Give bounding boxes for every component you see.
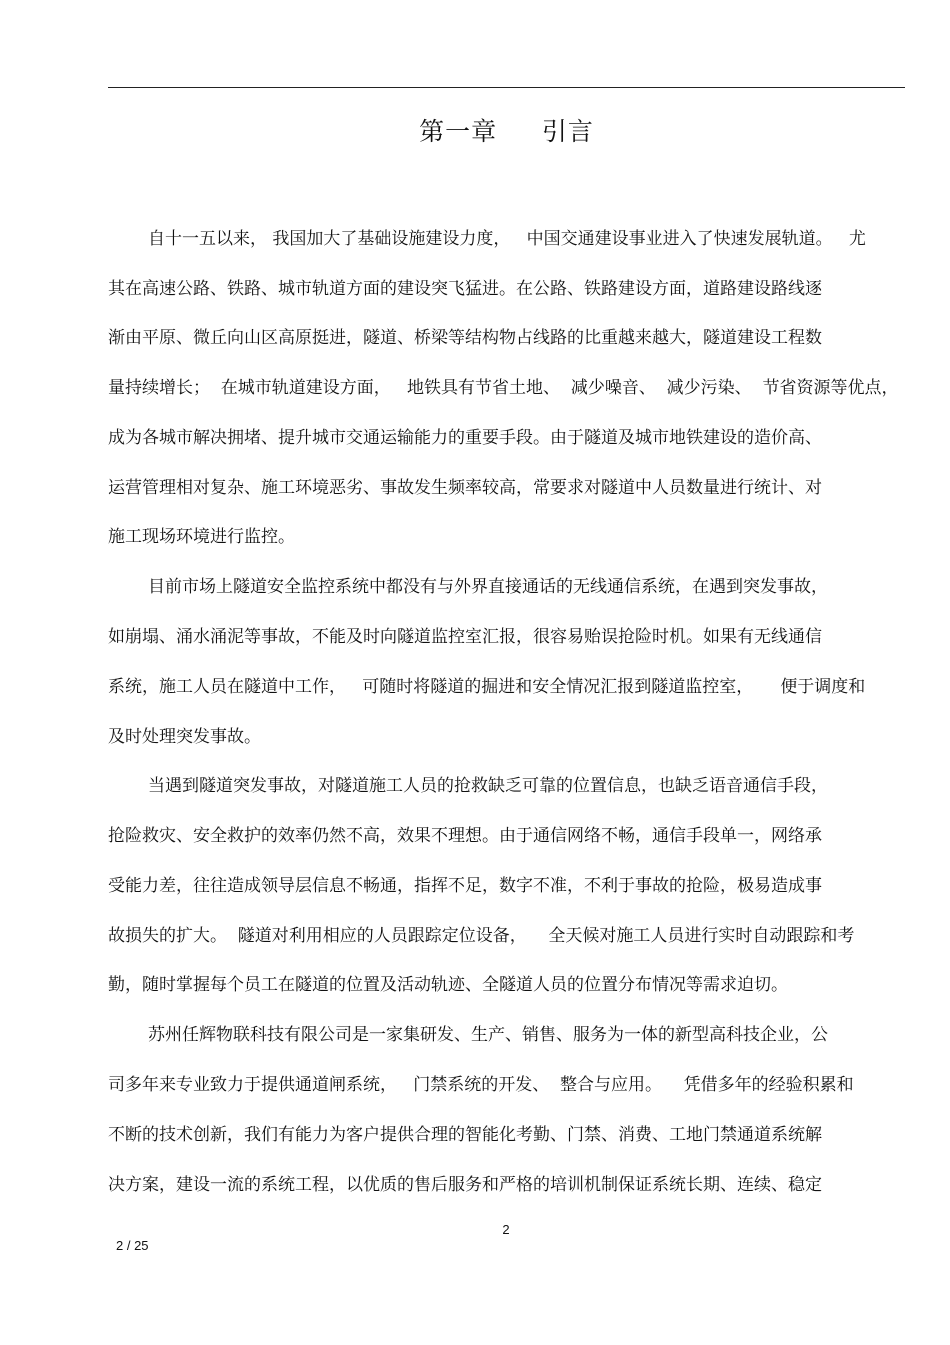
body-line: 苏州任辉物联科技有限公司是一家集研发、生产、销售、服务为一体的新型高科技企业，公 — [148, 1025, 828, 1045]
body-line: 目前市场上隧道安全监控系统中都没有与外界直接通话的无线通信系统，在遇到突发事故， — [148, 577, 828, 597]
chapter-title: 第一章 引言 — [419, 117, 594, 146]
body-line: 不断的技术创新，我们有能力为客户提供合理的智能化考勤、门禁、消费、工地门禁通道系统解 — [108, 1125, 822, 1145]
body-line: 施工现场环境进行监控。 — [108, 527, 295, 547]
body-line: 及时处理突发事故。 — [108, 727, 261, 747]
body-line: 自十一五以来， 我国加大了基础设施建设力度， 中国交通建设事业进入了快速发展轨道。 尤 — [148, 229, 866, 249]
body-line: 渐由平原、微丘向山区高原挺进，隧道、桥梁等结构物占线路的比重越来越大，隧道建设工程数 — [108, 328, 822, 348]
page-counter: 2 / 25 — [116, 1238, 149, 1253]
body-line: 故损失的扩大。 隧道对利用相应的人员跟踪定位设备， 全天候对施工人员进行实时自动跟踪和考 — [108, 926, 855, 946]
body-line: 其在高速公路、铁路、城市轨道方面的建设突飞猛进。在公路、铁路建设方面，道路建设路线逐 — [108, 279, 822, 299]
page-number: 2 — [502, 1222, 510, 1237]
body-line: 司多年来专业致力于提供通道闸系统， 门禁系统的开发、 整合与应用。 凭借多年的经验积累和 — [108, 1075, 854, 1095]
header-rule — [108, 87, 905, 88]
body-line: 当遇到隧道突发事故，对隧道施工人员的抢救缺乏可靠的位置信息，也缺乏语音通信手段， — [148, 776, 828, 796]
body-line: 如崩塌、涌水涌泥等事故，不能及时向隧道监控室汇报，很容易贻误抢险时机。如果有无线通信 — [108, 627, 822, 647]
body-line: 成为各城市解决拥堵、提升城市交通运输能力的重要手段。由于隧道及城市地铁建设的造价高、 — [108, 428, 822, 448]
body-line: 勤，随时掌握每个员工在隧道的位置及活动轨迹、全隧道人员的位置分布情况等需求迫切。 — [108, 975, 788, 995]
body-line: 抢险救灾、安全救护的效率仍然不高，效果不理想。由于通信网络不畅，通信手段单一，网络承 — [108, 826, 822, 846]
body-line: 决方案，建设一流的系统工程，以优质的售后服务和严格的培训机制保证系统长期、连续、稳定 — [108, 1175, 822, 1195]
body-line: 系统，施工人员在隧道中工作， 可随时将隧道的掘进和安全情况汇报到隧道监控室， 便于调度和 — [108, 677, 866, 697]
body-line: 运营管理相对复杂、施工环境恶劣、事故发生频率较高，常要求对隧道中人员数量进行统计、对 — [108, 478, 822, 498]
body-line: 受能力差，往往造成领导层信息不畅通，指挥不足，数字不准，不利于事故的抢险，极易造成事 — [108, 876, 822, 896]
body-line: 量持续增长； 在城市轨道建设方面， 地铁具有节省土地、 减少噪音、 减少污染、 节省资源等优点， — [108, 378, 899, 398]
